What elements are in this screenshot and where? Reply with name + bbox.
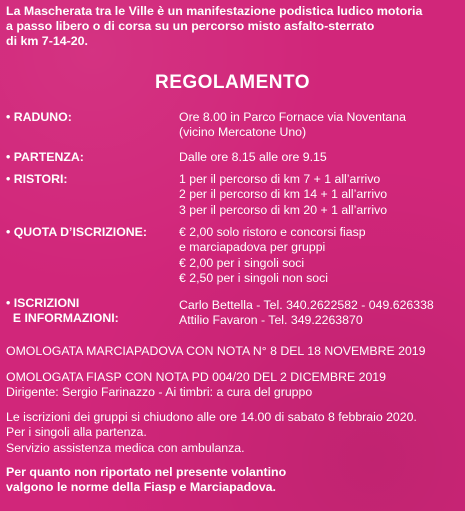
rule-value-line: Ore 8.00 in Parco Fornace via Noventana [179, 110, 406, 124]
rule-value-line: e marciapadova per gruppi [179, 240, 326, 255]
intro-line: a passo libero o di corsa su un percorso misto asfalto-sterrato [6, 19, 375, 34]
rule-label-line: • RADUNO: [6, 110, 72, 124]
note-line: OMOLOGATA FIASP CON NOTA PD 004/20 DEL 2 DICEMBRE 2019 [6, 370, 386, 384]
rule-label-line: • PARTENZA: [6, 150, 84, 164]
note-line: Le iscrizioni dei gruppi si chiudono alle ore 14.00 di sabato 8 febbraio 2020. [6, 410, 417, 424]
closing-line: valgono le norme della Fiasp e Marciapadova. [6, 480, 276, 495]
rule-value [179, 150, 461, 165]
page-title: REGOLAMENTO [154, 72, 311, 93]
closing-statement [6, 465, 461, 496]
intro-line: La Mascherata tra le Ville è un manifestazione podistica ludico motoria [6, 4, 423, 18]
rule-value-line: € 2,00 per i singoli soci [179, 255, 305, 270]
rule-value-line: 1 per il percorso di km 7 + 1 all’arrivo [179, 172, 381, 186]
rule-value-line: € 2,50 per i singoli non soci [179, 271, 329, 286]
rule-label [6, 172, 176, 187]
rule-value-line: 2 per il percorso di km 14 + 1 all’arrivo [179, 187, 388, 202]
note-line: Dirigente: Sergio Farinazzo - Ai timbri: a cura del gruppo [6, 385, 313, 400]
note-iscrizioni [6, 410, 461, 456]
rule-value-line: Attilio Favaron - Tel. 349.2263870 [179, 313, 363, 328]
note-line: Per i singoli alla partenza. [6, 425, 147, 440]
intro-line: di km 7-14-20. [6, 34, 88, 49]
note-marciapadova [6, 344, 461, 359]
rule-value-line: 3 per il percorso di km 20 + 1 all’arrivo [179, 202, 388, 217]
rule-label-line: E INFORMAZIONI: [6, 311, 119, 326]
rule-value [179, 298, 461, 329]
note-line: Servizio assistenza medica con ambulanza. [6, 440, 245, 455]
rule-label [6, 110, 176, 125]
note-fiasp [6, 370, 461, 401]
rule-label-line: • RISTORI: [6, 172, 68, 186]
rule-label-line: • ISCRIZIONI [6, 296, 80, 310]
rule-value [179, 172, 461, 218]
rule-value [179, 110, 461, 141]
note-line: OMOLOGATA MARCIAPADOVA CON NOTA N° 8 DEL 18 NOVEMBRE 2019 [6, 344, 426, 358]
rule-value [179, 225, 461, 287]
rule-value-line: (vicino Mercatone Uno) [179, 125, 307, 140]
rule-value-line: Dalle ore 8.15 alle ore 9.15 [179, 150, 327, 164]
rule-value-line: Carlo Bettella - Tel. 340.2622582 - 049.626338 [179, 298, 434, 312]
rule-label [6, 225, 176, 240]
rule-label [6, 296, 176, 327]
intro-paragraph [6, 4, 446, 50]
closing-line: Per quanto non riportato nel presente volantino [6, 465, 287, 479]
rule-label-line: • QUOTA D’ISCRIZIONE: [6, 225, 147, 239]
rule-value-line: € 2,00 solo ristoro e concorsi fiasp [179, 225, 366, 239]
rule-label [6, 150, 176, 165]
